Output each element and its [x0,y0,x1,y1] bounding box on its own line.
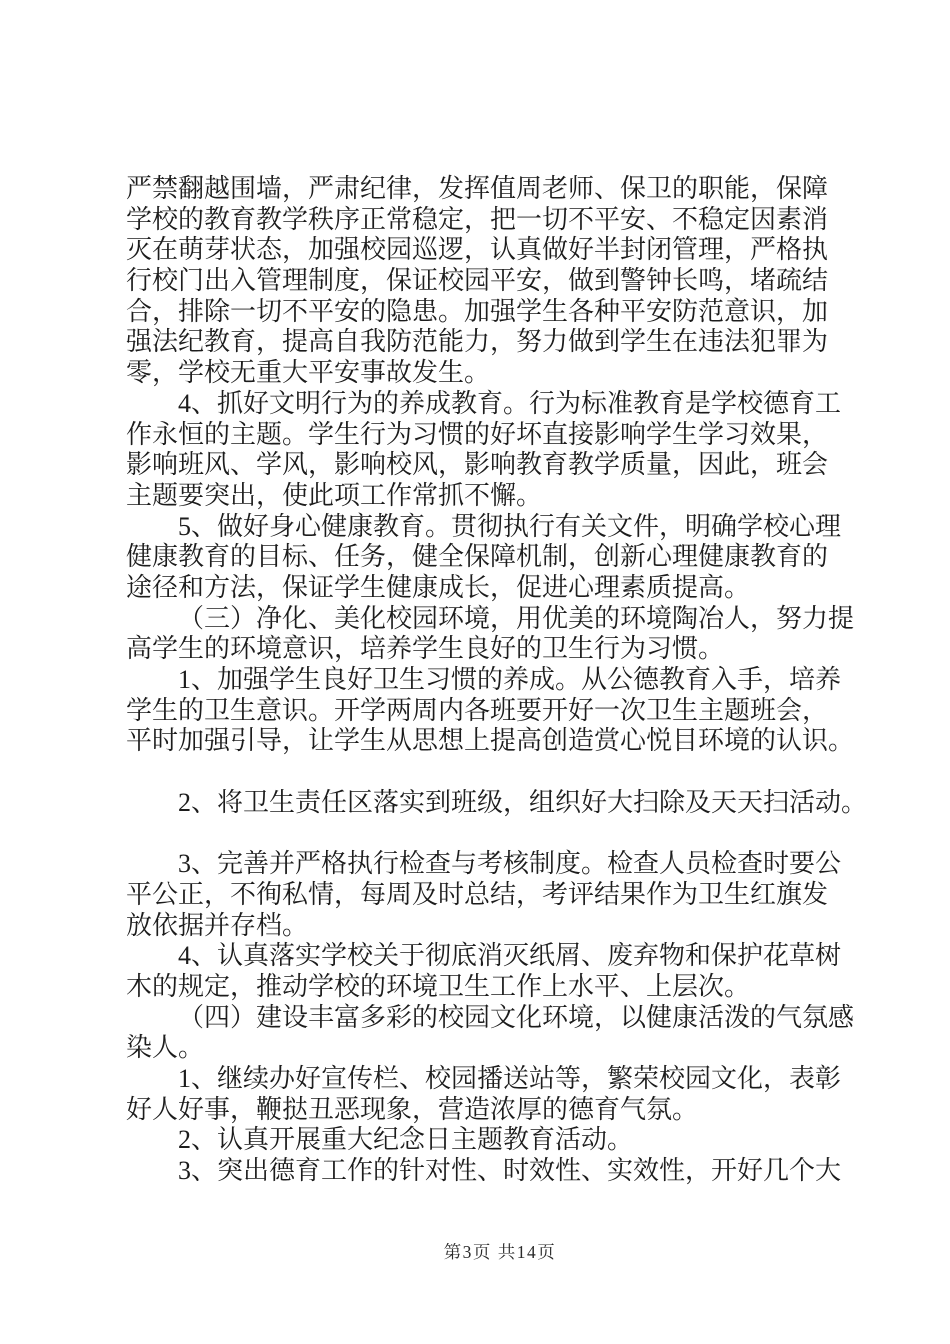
text-line: 1、加强学生良好卫生习惯的养成。从公德教育入手，培养 [178,665,842,694]
text-line: 高学生的环境意识，培养学生良好的卫生行为习惯。 [126,634,725,664]
text-line: 合，排除一切不平安的隐患。加强学生各种平安防范意识，加 [126,296,829,326]
text-line: 学生的卫生意识。开学两周内各班要开好一次卫生主题班会， [126,695,829,725]
text-line: 平时加强引导，让学生从思想上提高创造赏心悦目环境的认识。 [126,726,855,756]
paragraph [126,174,838,389]
text-line: 2、将卫生责任区落实到班级，组织好大扫除及天天扫活动。 [178,787,868,817]
text-line: 灭在萌芽状态，加强校园巡逻，认真做好半封闭管理，严格执 [126,235,829,265]
text-line: 染人。 [126,1033,205,1063]
text-line: 影响班风、学风，影响校风，影响教育教学质量，因此，班会 [126,450,829,480]
text-line: 学校的教育教学秩序正常稳定，把一切不平安、不稳定因素消 [126,204,829,234]
text-line: 3、突出德育工作的针对性、时效性、实效性，开好几个大 [178,1156,842,1185]
text-line: （四）建设丰富多彩的校园文化环境，以健康活泼的气氛感 [178,1002,855,1032]
paragraph [126,1002,855,1064]
text-line: 2、认真开展重大纪念日主题教育活动。 [178,1125,634,1155]
text-line: 木的规定，推动学校的环境卫生工作上水平、上层次。 [126,971,751,1001]
text-line: 3、完善并严格执行检查与考核制度。检查人员检查时要公 [178,849,842,879]
paragraph [126,388,842,512]
text-line: 平公正，不徇私情，每周及时总结，考评结果作为卫生红旗发 [126,879,829,909]
paragraph [126,1125,838,1156]
text-line: 4、抓好文明行为的养成教育。行为标准教育是学校德育工 [178,388,842,418]
document-body [126,174,868,1187]
text-line: 放依据并存档。 [126,910,309,940]
text-line: 4、认真落实学校关于彻底消灭纸屑、废弃物和保护花草树 [178,941,842,971]
text-line: 1、继续办好宣传栏、校园播送站等，繁荣校园文化，表彰 [178,1063,842,1093]
text-line: 严禁翻越围墙，严肃纪律，发挥值周老师、保卫的职能，保障 [126,174,829,203]
paragraph [126,665,855,757]
paragraph [126,1156,842,1187]
text-line: 好人好事，鞭挞丑恶现象，营造浓厚的德育气氛。 [126,1094,699,1124]
text-line: 零，学校无重大平安事故发生。 [126,358,491,388]
text-line: 健康教育的目标、任务，健全保障机制，创新心理健康教育的 [126,542,829,572]
page-footer: 第3页 共14页 [443,1242,557,1262]
text-line: 途径和方法，保证学生健康成长，促进心理素质提高。 [126,572,751,602]
text-line: 作永恒的主题。学生行为习惯的好坏直接影响学生学习效果， [126,419,829,449]
paragraph [126,941,842,1002]
text-line: 5、做好身心健康教育。贯彻执行有关文件，明确学校心理 [178,511,842,541]
paragraph [126,511,842,604]
text-line: 行校门出入管理制度，保证校园平安，做到警钟长鸣，堵疏结 [126,266,829,296]
paragraph [126,603,855,665]
paragraph [126,787,868,819]
text-line: 强法纪教育，提高自我防范能力，努力做到学生在违法犯罪为 [126,327,829,357]
text-line: （三）净化、美化校园环境，用优美的环境陶冶人，努力提 [178,603,855,633]
paragraph [126,1063,842,1125]
paragraph [126,849,842,941]
text-line: 主题要突出，使此项工作常抓不懈。 [126,480,543,510]
